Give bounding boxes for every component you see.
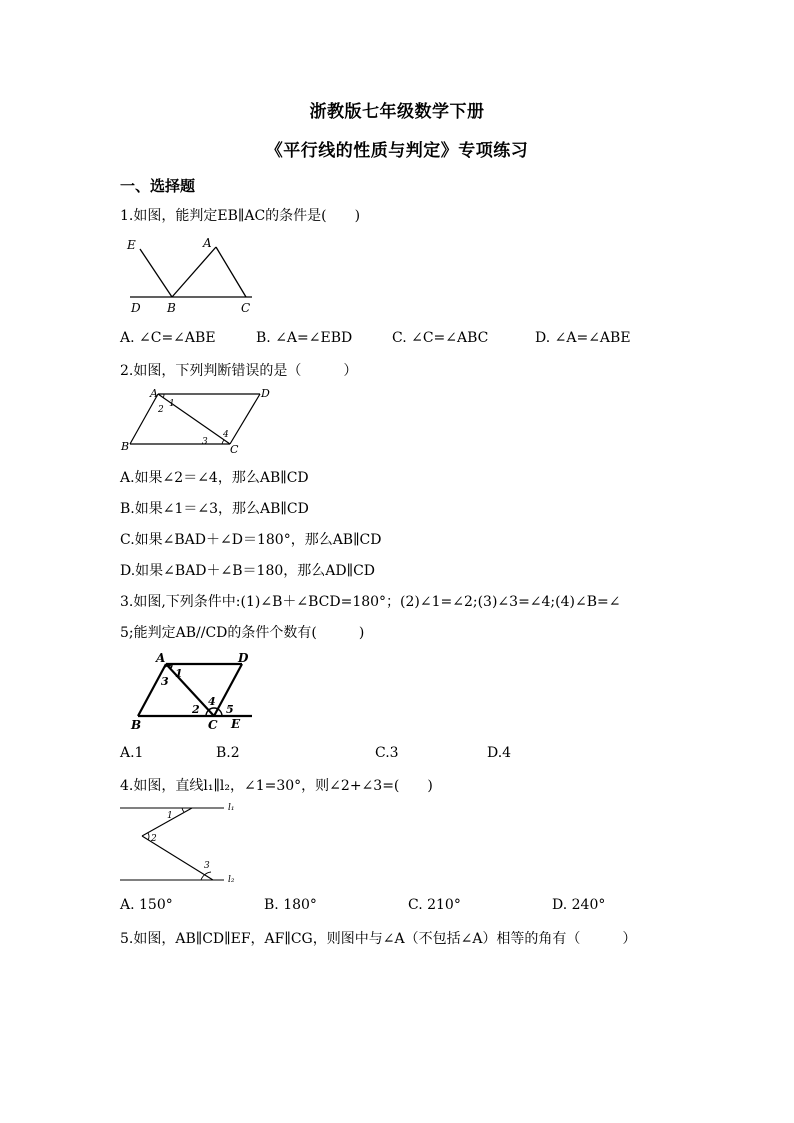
label-a: A (156, 651, 166, 665)
label-d: D (238, 651, 249, 665)
question-1-option-d: D. ∠A=∠ABE (535, 330, 631, 346)
label-b: B (131, 718, 142, 730)
question-2-option-c: C.如果∠BAD＋∠D＝180°，那么AB∥CD (120, 532, 382, 548)
question-1-option-c: C. ∠C=∠ABC (392, 330, 489, 346)
question-4-stem: 4.如图，直线l₁∥l₂，∠1=30°，则∠2+∠3=( ) (120, 778, 433, 794)
label-angle-4: 4 (223, 430, 229, 440)
segment-cd (230, 394, 260, 444)
angle-mark-3 (222, 440, 224, 444)
question-3-figure (128, 650, 258, 730)
label-a: A (203, 236, 212, 250)
page-title: 浙教版七年级数学下册 (309, 102, 485, 122)
question-1-stem: 1.如图，能判定EB∥AC的条件是( ) (120, 208, 361, 224)
question-1-figure (120, 235, 260, 315)
question-4-option-d: D. 240° (552, 897, 606, 913)
question-4-option-c: C. 210° (408, 897, 461, 913)
question-5-stem: 5.如图，AB∥CD∥EF，AF∥CG，则图中与∠A（不包括∠A）相等的角有（ ） (120, 931, 637, 947)
question-3-option-b: B.2 (216, 745, 240, 761)
label-angle-2: 2 (158, 405, 164, 415)
angle-mark-1 (182, 808, 184, 812)
question-3-stem-line-1: 3.如图,下列条件中:(1)∠B＋∠BCD=180°；(2)∠1=∠2;(3)∠3=∠4;(4)∠B=∠ (120, 594, 621, 610)
label-angle-1: 1 (175, 667, 183, 680)
label-angle-2: 2 (192, 703, 200, 716)
angle-mark-2 (148, 833, 149, 840)
section-heading: 一、选择题 (120, 177, 196, 195)
question-3-stem-line-2: 5;能判定AB//CD的条件个数有( ) (120, 625, 365, 641)
label-angle-5: 5 (226, 703, 234, 716)
question-1-option-b: B. ∠A=∠EBD (256, 330, 353, 346)
label-e: E (127, 238, 136, 252)
page-subtitle: 《平行线的性质与判定》专项练习 (265, 141, 529, 161)
question-3-option-a: A.1 (120, 745, 144, 761)
question-1-option-a: A. ∠C=∠ABE (120, 330, 216, 346)
label-l2: l₂ (228, 875, 235, 885)
segment-ab (130, 394, 158, 444)
label-angle-3: 3 (161, 675, 169, 688)
label-d: D (261, 387, 270, 400)
question-3-option-c: C.3 (375, 745, 399, 761)
label-a: A (150, 387, 158, 400)
label-angle-3: 3 (204, 861, 210, 871)
label-c: C (208, 718, 218, 730)
segment-eb (140, 249, 172, 297)
question-2-figure (118, 386, 273, 456)
label-c: C (241, 301, 251, 315)
label-angle-2: 2 (151, 834, 157, 844)
label-d: D (131, 301, 141, 315)
question-2-stem: 2.如图，下列判断错误的是（ ） (120, 363, 358, 379)
label-angle-4: 4 (208, 695, 216, 708)
label-angle-1: 1 (167, 811, 173, 821)
question-4-option-b: B. 180° (264, 897, 317, 913)
label-e: E (231, 717, 241, 730)
segment-ba (172, 247, 216, 297)
question-4-option-a: A. 150° (120, 897, 173, 913)
label-b: B (167, 301, 176, 315)
label-c: C (230, 443, 239, 456)
question-2-option-a: A.如果∠2＝∠4，那么AB∥CD (120, 470, 309, 486)
label-angle-3: 3 (202, 437, 208, 447)
question-2-option-d: D.如果∠BAD＋∠B＝180，那么AD∥CD (120, 563, 376, 579)
label-l1: l₁ (228, 803, 235, 813)
question-4-figure (118, 800, 246, 886)
diagonal-ac (166, 664, 214, 716)
segment-ab (138, 664, 166, 716)
label-angle-1: 1 (169, 399, 175, 409)
question-3-option-d: D.4 (487, 745, 512, 761)
question-2-option-b: B.如果∠1＝∠3，那么AB∥CD (120, 501, 309, 517)
label-b: B (121, 440, 130, 453)
segment-ac (216, 247, 246, 297)
